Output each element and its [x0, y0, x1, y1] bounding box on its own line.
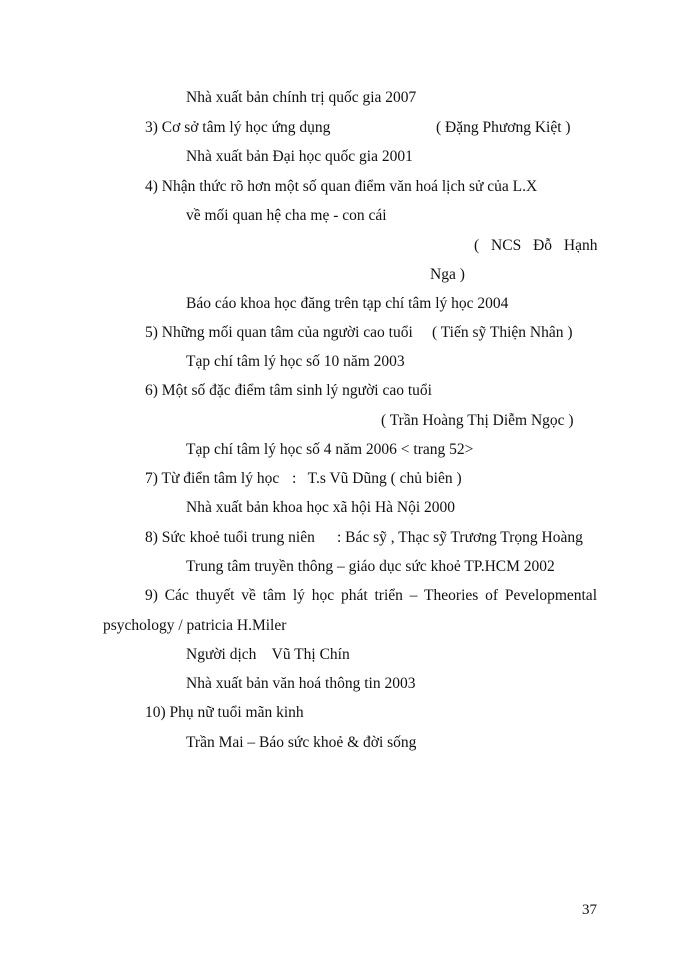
- ref-5-title: 5) Những mối quan tâm của người cao tuổi: [145, 324, 413, 341]
- ref-6-publisher: Tạp chí tâm lý học số 4 năm 2006 < trang 52>: [186, 441, 474, 458]
- ref-6-title: 6) Một số đặc điểm tâm sinh lý người cao tuổi: [145, 382, 432, 399]
- ref-8-author: : Bác sỹ , Thạc sỹ Trương Trọng Hoàng: [337, 529, 583, 546]
- ref-5-publisher: Tạp chí tâm lý học số 10 năm 2003: [186, 353, 405, 370]
- ref-2-publisher: Nhà xuất bản chính trị quốc gia 2007: [186, 89, 417, 106]
- ref-10-source: Trần Mai – Báo sức khoẻ & đời sống: [186, 734, 417, 751]
- ref-9-title-line-2: psychology / patricia H.Miler: [103, 617, 287, 634]
- ref-5-author: ( Tiến sỹ Thiện Nhân ): [432, 324, 573, 341]
- ref-9-translator: Người dịch Vũ Thị Chín: [186, 646, 350, 663]
- ref-9-title-line-1: 9) Các thuyết về tâm lý học phát triển – Theories of Pevelopmental: [145, 587, 597, 604]
- ref-3-publisher: Nhà xuất bản Đại học quốc gia 2001: [186, 148, 413, 165]
- ref-10-title: 10) Phụ nữ tuổi mãn kinh: [145, 704, 304, 721]
- ref-6-author: ( Trần Hoàng Thị Diễm Ngọc ): [381, 412, 574, 429]
- ref-4-title-line-1: 4) Nhận thức rõ hơn một số quan điểm văn hoá lịch sử của L.X: [145, 178, 538, 195]
- ref-8-title: 8) Sức khoẻ tuổi trung niên: [145, 529, 315, 546]
- ref-3-title: 3) Cơ sở tâm lý học ứng dụng: [145, 119, 331, 136]
- ref-8-publisher: Trung tâm truyền thông – giáo dục sức khoẻ TP.HCM 2002: [186, 558, 555, 575]
- ref-7-title: 7) Từ điển tâm lý học: [145, 470, 280, 487]
- ref-4-publisher: Báo cáo khoa học đăng trên tạp chí tâm lý học 2004: [186, 295, 509, 312]
- ref-7-author: : T.s Vũ Dũng ( chủ biên ): [292, 470, 462, 487]
- ref-9-publisher: Nhà xuất bản văn hoá thông tin 2003: [186, 675, 416, 692]
- ref-4-author-line-2: Nga ): [430, 266, 465, 283]
- ref-4-author-line-1: ( NCS Đỗ Hạnh: [474, 237, 598, 254]
- page-number: 37: [582, 902, 597, 918]
- ref-7-publisher: Nhà xuất bản khoa học xã hội Hà Nội 2000: [186, 499, 456, 516]
- ref-3-author: ( Đặng Phương Kiệt ): [436, 119, 571, 136]
- ref-4-title-line-2: về mối quan hệ cha mẹ - con cái: [186, 207, 387, 224]
